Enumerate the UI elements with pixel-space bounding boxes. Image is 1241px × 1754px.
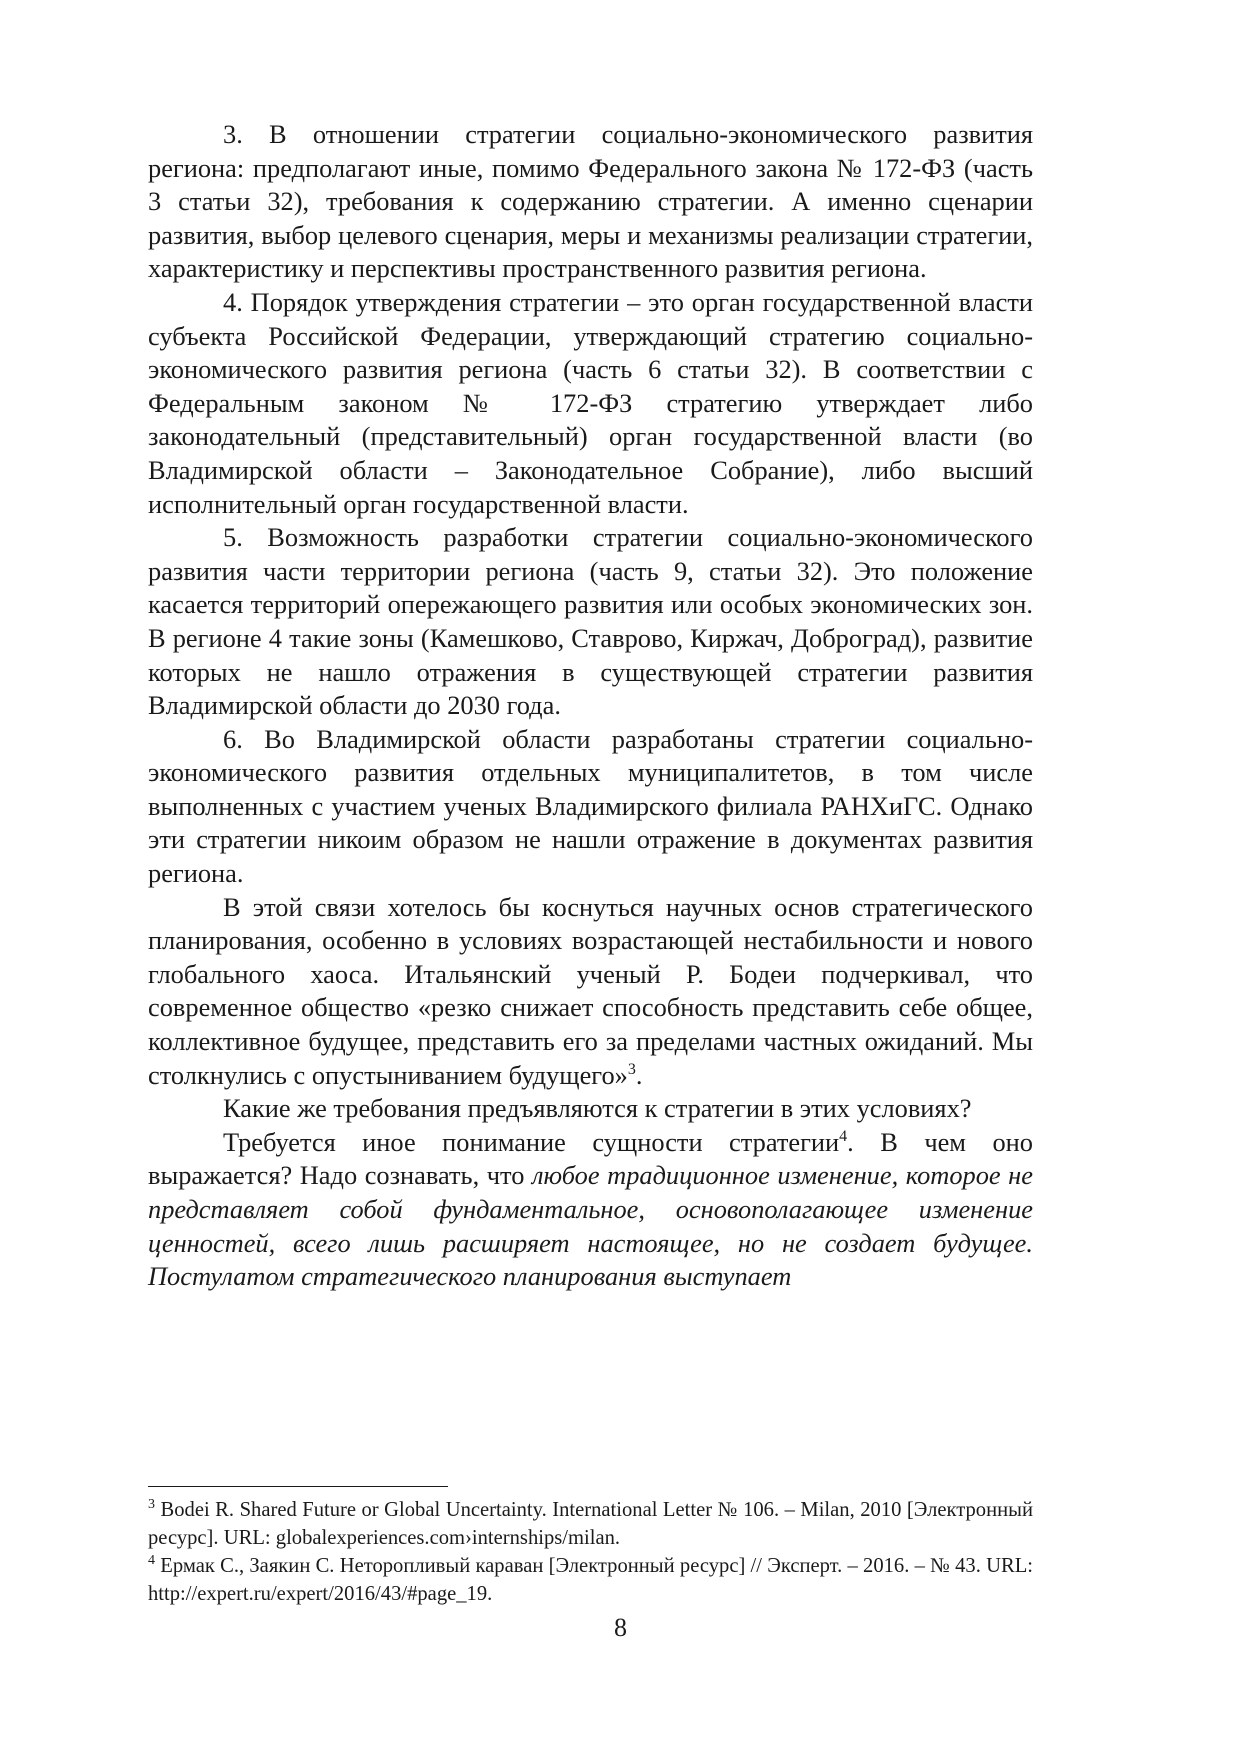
paragraph-text: Требуется иное понимание сущности стратегии (223, 1126, 840, 1157)
paragraph-italic-text: любое традиционное изменение, которое не представляет собой фундаментальное, основополагающее изменение ценностей, всего лишь расширяет настоящее, но не создает будущее. Постулатом стратегического планирования выступает (148, 1160, 1033, 1292)
page-body (148, 118, 1033, 1294)
footnote-number: 4 (148, 1553, 155, 1569)
footnote-text: Ермак С., Заякин С. Неторопливый караван [Электронный ресурс] // Эксперт. – 2016. – № 43. URL: http://expert.ru/expert/2016/43/#page_19. (148, 1555, 1034, 1605)
paragraph-item-3 (148, 118, 1033, 286)
paragraph-item-5 (148, 521, 1033, 723)
footnotes (148, 1496, 1033, 1608)
paragraph-text: Какие же требования предъявляются к стратегии в этих условиях? (223, 1093, 972, 1124)
paragraph-question (148, 1092, 1033, 1126)
paragraph-strategy-essence (148, 1126, 1033, 1294)
footnote-reference[interactable]: 4 (839, 1128, 848, 1146)
paragraph-item-6 (148, 723, 1033, 891)
paragraph-text: 5. Возможность разработки стратегии социально-экономического развития части территории региона (часть 9, статьи 32). Это положение касается территорий опережающего развития или особых экономических зон. В регионе 4 такие зоны (Камешково, Ставрово, Киржач, Доброград), развитие которых не нашло отражения в существующей стратегии развития Владимирской области до 2030 года. (148, 522, 1033, 721)
footnote-text: Bodei R. Shared Future or Global Uncertainty. International Letter № 106. – Milan, 2010 [Электронный ресурс]. URL: globalexperiences.com›internships/milan. (148, 1499, 1033, 1549)
footnote-item (148, 1552, 1033, 1608)
footnote-reference[interactable]: 3 (627, 1060, 636, 1078)
paragraph-bodei-quote (148, 891, 1033, 1093)
footnote-item (148, 1496, 1033, 1552)
paragraph-tail: . (635, 1059, 643, 1090)
paragraph-text: 4. Порядок утверждения стратегии – это орган государственной власти субъекта Российской Федерации, утверждающий стратегию социально-экономического развития региона (часть 6 статьи 32). В соответствии с Федеральным законом № 172-ФЗ стратегию утверждает либо законодательный (представительный) орган государственной власти (во Владимирской области – Законодательное Собрание), либо высший исполнительный орган государственной власти. (148, 286, 1033, 519)
footnote-number: 3 (148, 1497, 155, 1513)
paragraph-text: 3. В отношении стратегии социально-экономического развития региона: предполагают иные, помимо Федерального закона № 172-ФЗ (часть 3 статьи 32), требования к содержанию стратегии. А именно сценарии развития, выбор целевого сценария, меры и механизмы реализации стратегии, характеристику и перспективы пространственного развития региона. (148, 119, 1033, 284)
paragraph-text: 6. Во Владимирской области разработаны стратегии социально-экономического развития отдельных муниципалитетов, в том числе выполненных с участием ученых Владимирского филиала РАНХиГС. Однако эти стратегии никоим образом не нашли отражение в документах развития региона. (148, 723, 1033, 889)
footnote-separator (148, 1486, 448, 1487)
paragraph-tail: . В чем оно выражается? Надо сознавать, что (148, 1126, 1033, 1191)
page-number: 8 (614, 1613, 627, 1642)
paragraph-item-4 (148, 286, 1033, 521)
paragraph-text: В этой связи хотелось бы коснуться научных основ стратегического планирования, особенно в условиях возрастающей нестабильности и нового глобального хаоса. Итальянский ученый Р. Бодеи подчеркивал, что современное общество «резко снижает способность представить себе общее, коллективное будущее, представить его за пределами частных ожиданий. Мы столкнулись с опустыниванием будущего» (148, 891, 1033, 1090)
